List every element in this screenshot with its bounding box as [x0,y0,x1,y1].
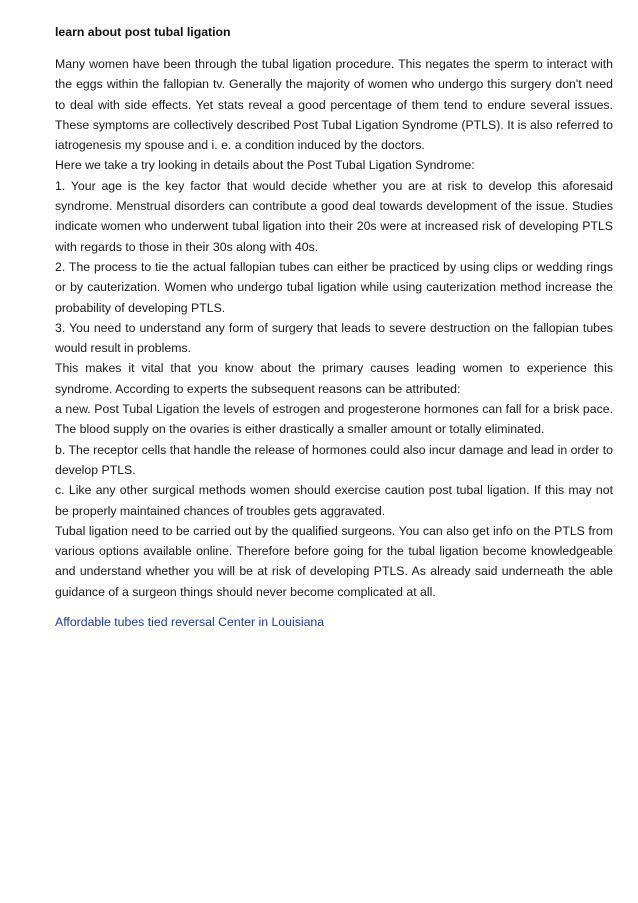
document-body [55,54,613,602]
paragraph-point-3: 3. You need to understand any form of surgery that leads to severe destruction on the fallopian tubes would result in problems. [55,320,613,356]
paragraph-causes-intro: This makes it vital that you know about the primary causes leading women to experience this syndrome. According to experts the subsequent reasons can be attributed: [55,361,613,396]
paragraph-point-2: 2. The process to tie the actual fallopian tubes can either be practiced by using clips or wedding rings or by cauterization. Women who undergo tubal ligation while using cauterization method increase the probability of developing PTLS. [55,259,613,315]
paragraph-point-1: 1. Your age is the key factor that would decide whether you are at risk to develop this aforesaid syndrome. Menstrual disorders can contribute a good deal towards development of the issue. Studies indicate women who underwent tubal ligation into their 20s were at increased risk of developing PTLS with regards to those in their 30s along with 40s. [55,178,613,254]
paragraph-lead-in: Here we take a try looking in details about the Post Tubal Ligation Syndrome: [55,158,475,173]
document-title: learn about post tubal ligation [55,25,231,39]
paragraph-conclusion: Tubal ligation need to be carried out by the qualified surgeons. You can also get info on the PTLS from various options available online. Therefore before going for the tubal ligation become knowledgeable and understand whether you will be at risk of developing PTLS. As already said underneath the able guidance of a surgeon things should never become complicated at all. [55,523,613,599]
paragraph-cause-b: b. The receptor cells that handle the release of hormones could also incur damage and lead in order to develop PTLS. [55,442,613,477]
reversal-center-link[interactable]: Affordable tubes tied reversal Center in Louisiana [55,615,325,630]
paragraph-cause-a: a new. Post Tubal Ligation the levels of estrogen and progesterone hormones can fall for a brisk pace. The blood supply on the ovaries is either drastically a smaller amount or totally eliminated. [55,402,613,437]
document-page [55,24,613,632]
paragraph-intro: Many women have been through the tubal ligation procedure. This negates the sperm to interact with the eggs within the fallopian tv. Generally the majority of women who undergo this surgery don't need to deal with side effects. Yet stats reveal a good percentage of them tend to endure several issues. These symptoms are collectively described Post Tubal Ligation Syndrome (PTLS). It is also referred to iatrogenesis my spouse and i. e. a condition induced by the doctors. [55,57,613,153]
paragraph-cause-c: c. Like any other surgical methods women should exercise caution post tubal ligation. If this may not be properly maintained chances of troubles gets aggravated. [55,483,613,518]
